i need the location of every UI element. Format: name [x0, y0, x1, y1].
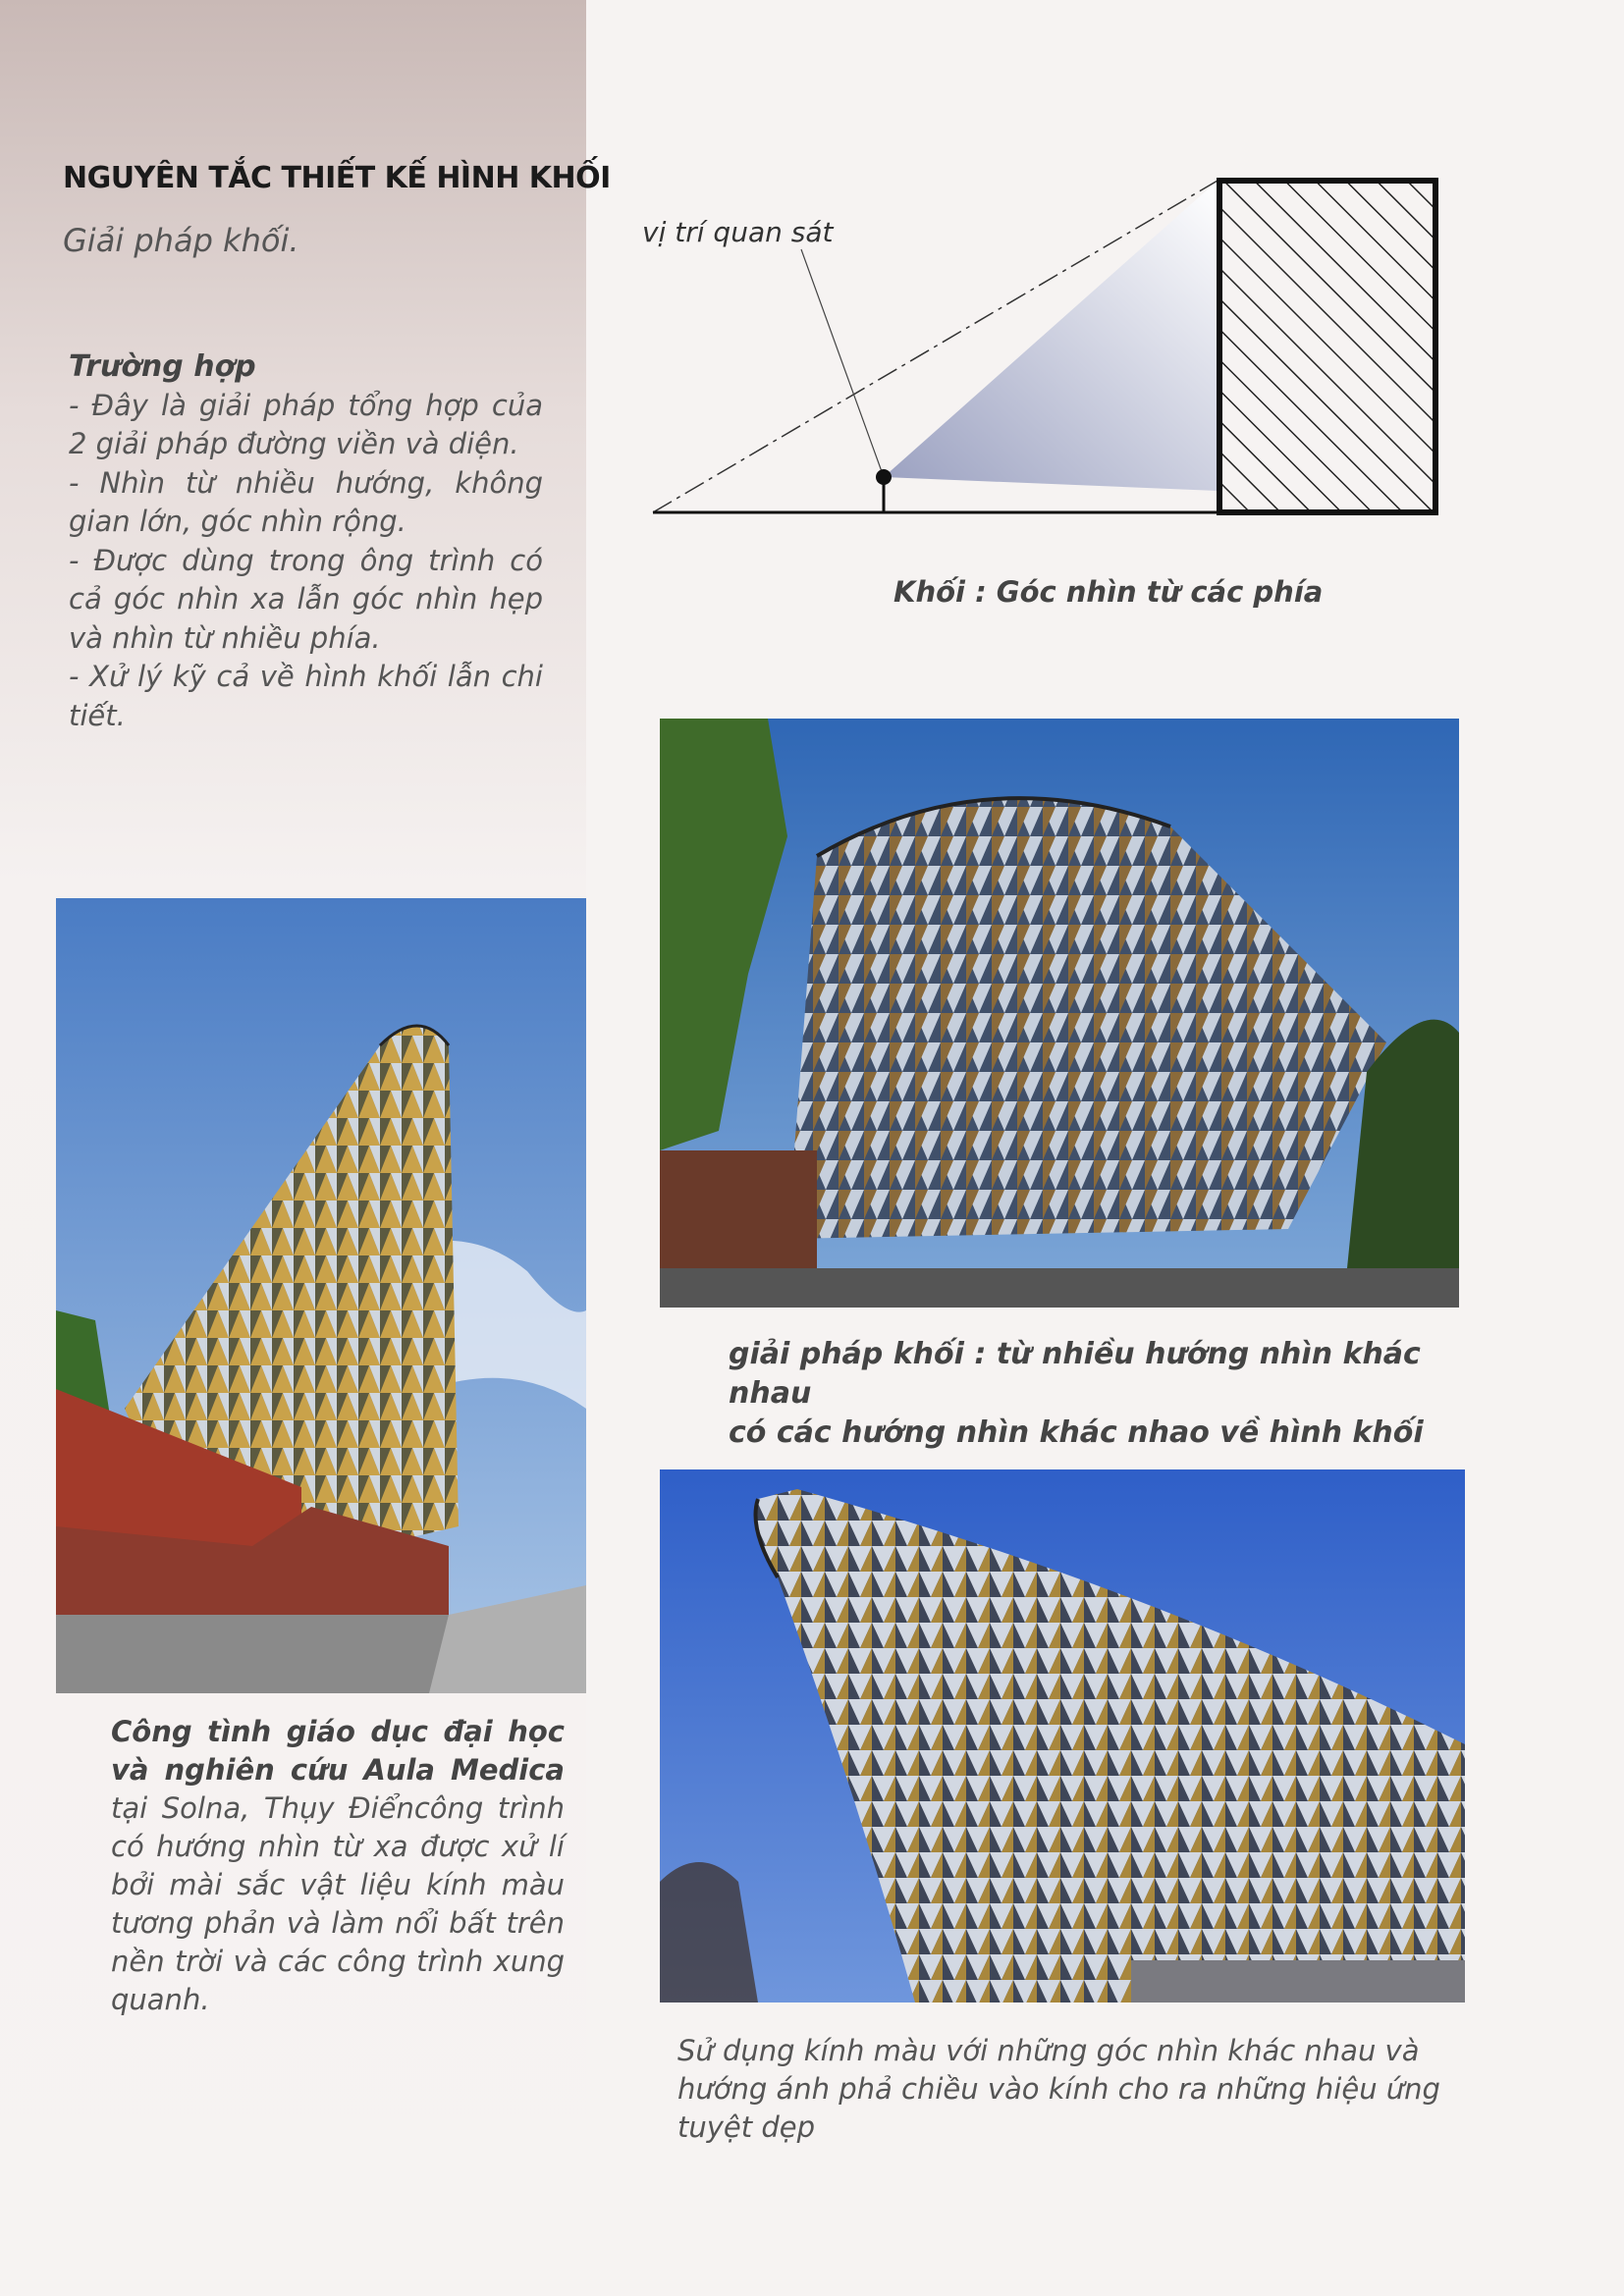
- middle-caption-line1: giải pháp khối : từ nhiều hướng nhìn khác nhau: [729, 1337, 1421, 1411]
- case-line: - Đây là giải pháp tổng hợp của 2 giải pháp đường viền và diện.: [69, 388, 543, 460]
- case-line: - Được dùng trong ông trình có cả góc nhìn xa lẫn góc nhìn hẹp và nhìn từ nhiều phía.: [69, 543, 543, 655]
- page-subtitle: Giải pháp khối.: [63, 222, 299, 259]
- case-line: - Nhìn từ nhiều hướng, không gian lớn, góc nhìn rộng.: [69, 465, 543, 538]
- diagram-caption: Khối : Góc nhìn từ các phía: [893, 575, 1324, 609]
- view-cone: [884, 181, 1218, 491]
- building-photo-side: [56, 898, 586, 1693]
- left-caption-bold: Công tình giáo dục đại học và nghiên cứu Aula Medica: [111, 1715, 565, 1787]
- observer-label: vị trí quan sát: [642, 216, 834, 248]
- left-caption: [111, 1713, 565, 2019]
- building-photo-low-angle: [660, 1469, 1465, 2002]
- case-title: Trường hợp: [69, 349, 256, 384]
- middle-caption: [729, 1335, 1435, 1453]
- page-title: NGUYÊN TẮC THIẾT KẾ HÌNH KHỐI: [63, 161, 611, 195]
- label-pointer: [801, 249, 884, 477]
- bottom-caption: Sử dụng kính màu với những góc nhìn khác nhau và hướng ánh phả chiều vào kính cho ra những hiệu ứng tuyệt dẹp: [677, 2034, 1440, 2144]
- building-photo-front: [660, 719, 1459, 1308]
- case-description: [69, 347, 543, 735]
- middle-caption-line2: có các hướng nhìn khác nhao về hình khối: [729, 1415, 1424, 1450]
- building-block: [1219, 181, 1435, 512]
- case-line: - Xử lý kỹ cả về hình khối lẫn chi tiết.: [69, 660, 543, 732]
- left-caption-text: tại Solna, Thụy Điểncông trình có hướng nhìn từ xa được xử lí bởi mài sắc vật liệu kính màu tương phản và làm nổi bất trên nền trời và các công trình xung quanh.: [111, 1791, 565, 2016]
